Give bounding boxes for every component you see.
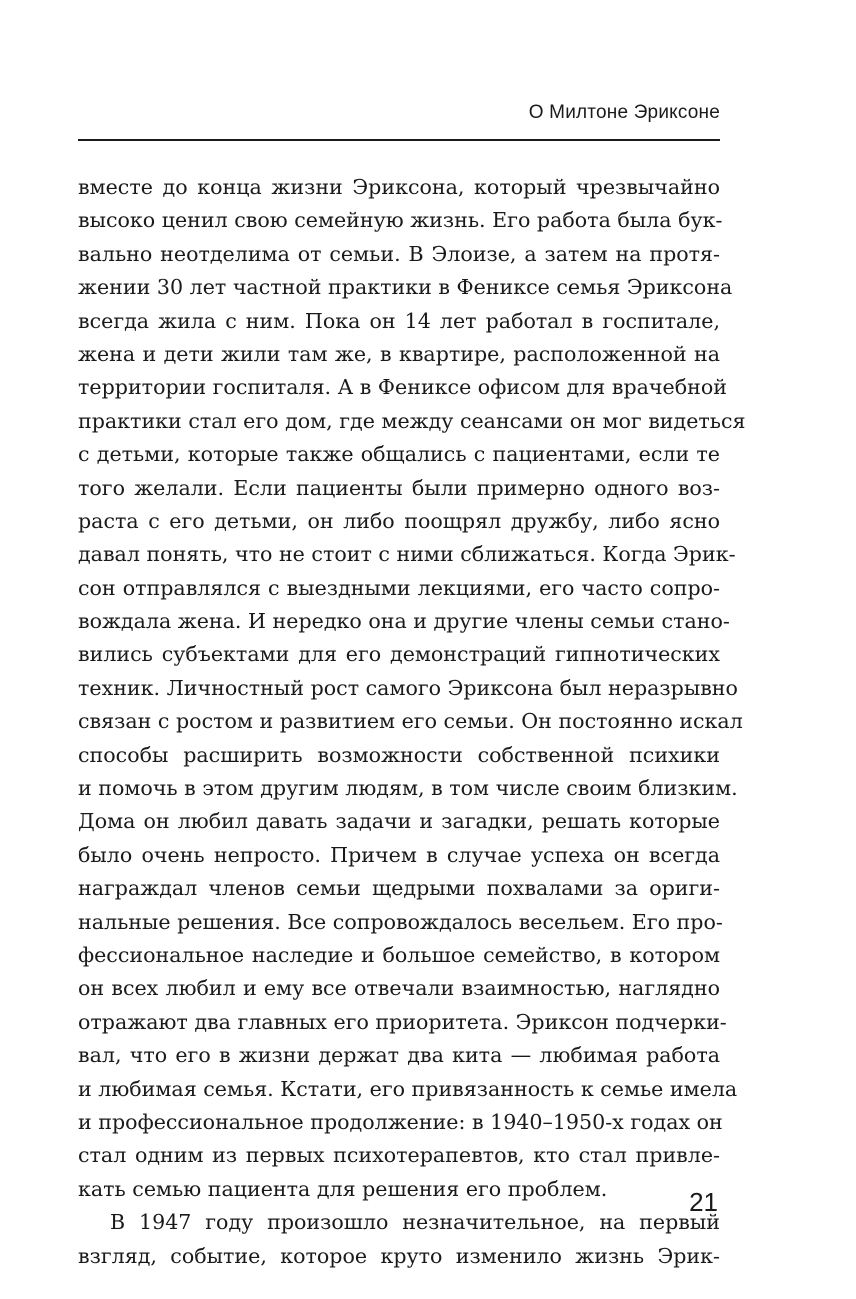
text-line: с детьми, которые также общались с пациентами, если те: [78, 442, 720, 467]
text-line: способы расширить возможности собственной психики: [78, 742, 720, 767]
paragraph-1: [78, 171, 746, 1206]
paragraph-2: [78, 1206, 720, 1273]
text-line: вились субъектами для его демонстраций гипнотических: [78, 642, 720, 667]
header-divider: [78, 139, 720, 141]
text-line: взгляд, событие, которое круто изменило жизнь Эрик-: [78, 1243, 720, 1268]
text-line: территории госпиталя. А в Фениксе офисом для врачебной: [78, 375, 727, 400]
text-line: и профессиональное продолжение: в 1940–1950-х годах он: [78, 1109, 723, 1134]
text-line: было очень непросто. Причем в случае успеха он всегда: [78, 842, 720, 867]
text-line: нальные решения. Все сопровождалось весельем. Его про-: [78, 909, 723, 934]
text-line: и помочь в этом другим людям, в том числе своим близким.: [78, 776, 738, 801]
text-line: сон отправлялся с выездными лекциями, его часто сопро-: [78, 575, 720, 600]
text-line: награждал членов семьи щедрыми похвалами за ориги-: [78, 876, 720, 901]
text-line: В 1947 году произошло незначительное, на первый: [110, 1210, 720, 1235]
text-line: давал понять, что не стоит с ними сближаться. Когда Эрик-: [78, 542, 736, 567]
text-line: он всех любил и ему все отвечали взаимностью, наглядно: [78, 976, 720, 1001]
text-line: стал одним из первых психотерапевтов, кто стал привле-: [78, 1143, 720, 1168]
text-line: жении 30 лет частной практики в Фениксе семья Эриксона: [78, 275, 733, 300]
running-header: О Милтоне Эриксоне: [528, 102, 720, 123]
text-line: и любимая семья. Кстати, его привязанность к семье имела: [78, 1076, 738, 1101]
text-line: всегда жила с ним. Пока он 14 лет работал в госпитале,: [78, 308, 720, 333]
text-line: вально неотделима от семьи. В Элоизе, а затем на протя-: [78, 241, 720, 266]
text-line: того желали. Если пациенты были примерно одного воз-: [78, 475, 720, 500]
text-line: вместе до конца жизни Эриксона, который чрезвычайно: [78, 175, 720, 199]
text-line: высоко ценил свою семейную жизнь. Его работа была бук-: [78, 208, 723, 233]
body-text: [78, 171, 746, 1273]
text-line: отражают два главных его приоритета. Эриксон подчерки-: [78, 1009, 727, 1034]
page-number: 21: [689, 1187, 718, 1217]
text-line: Дома он любил давать задачи и загадки, решать которые: [78, 809, 720, 834]
text-line: связан с ростом и развитием его семьи. Он постоянно искал: [78, 709, 743, 734]
text-line: кать семью пациента для решения его проблем.: [78, 1176, 608, 1201]
text-line: вождала жена. И нередко она и другие члены семьи стано-: [78, 609, 730, 634]
text-line: раста с его детьми, он либо поощрял дружбу, либо ясно: [78, 508, 720, 533]
text-line: практики стал его дом, где между сеансами он мог видеться: [78, 408, 746, 433]
text-line: фессиональное наследие и большое семейство, в котором: [78, 942, 720, 967]
text-line: вал, что его в жизни держат два кита — любимая работа: [78, 1043, 720, 1068]
text-line: жена и дети жили там же, в квартире, расположенной на: [78, 341, 720, 366]
text-line: техник. Личностный рост самого Эриксона был неразрывно: [78, 675, 738, 700]
